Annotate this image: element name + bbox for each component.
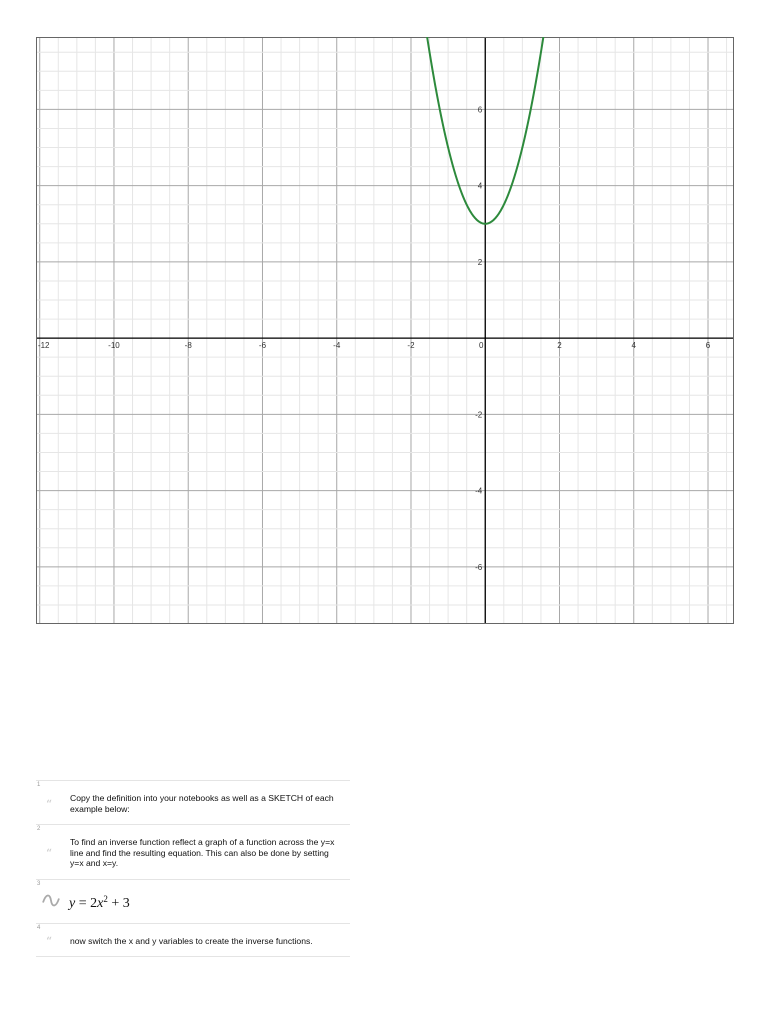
x-tick-label: 4 xyxy=(631,341,636,351)
quote-icon: “ xyxy=(45,934,53,949)
expression-number: 1 xyxy=(37,782,41,788)
expression-number: 4 xyxy=(37,924,41,931)
x-tick-label: -12 xyxy=(37,341,50,351)
expression-list xyxy=(36,780,350,957)
note-text[interactable]: Copy the definition into your notebooks as well as a SKETCH of each example below: xyxy=(70,793,334,814)
x-tick-label: -2 xyxy=(407,341,415,351)
y-tick-label: 4 xyxy=(477,181,483,191)
x-tick-label: -10 xyxy=(108,341,120,351)
expression-number: 3 xyxy=(37,880,41,887)
expression-row-3[interactable] xyxy=(36,880,350,924)
y-tick-label: 2 xyxy=(477,257,483,267)
x-tick-label: 2 xyxy=(557,341,562,351)
expression-row-4[interactable] xyxy=(36,924,350,958)
expression-number: 2 xyxy=(37,826,41,832)
x-tick-label: -4 xyxy=(333,341,341,351)
x-tick-label: -8 xyxy=(184,341,192,351)
wave-icon[interactable] xyxy=(42,892,56,911)
quote-icon: “ xyxy=(45,846,53,861)
wave-icon-glyph xyxy=(42,895,60,907)
graph-panel[interactable] xyxy=(36,37,734,624)
math-lhs: y xyxy=(69,895,76,911)
math-variable: x xyxy=(97,895,104,911)
y-tick-label: 6 xyxy=(477,105,483,115)
math-rest: + 3 xyxy=(111,895,130,911)
y-tick-label: -2 xyxy=(475,410,483,420)
x-tick-label: 6 xyxy=(705,341,711,351)
expression-row-2[interactable] xyxy=(36,825,350,880)
quote-icon: “ xyxy=(45,796,53,811)
y-tick-label: -4 xyxy=(475,486,483,496)
y-tick-label: -6 xyxy=(475,562,483,572)
note-text[interactable]: now switch the x and y variables to create the inverse functions. xyxy=(70,935,313,946)
math-exponent: 2 xyxy=(103,893,108,904)
math-coefficient: 2 xyxy=(90,895,98,911)
math-equals: = xyxy=(78,895,87,911)
x-tick-label: -6 xyxy=(258,341,267,351)
math-expression[interactable] xyxy=(69,880,350,923)
graph-border xyxy=(37,38,734,624)
note-text[interactable]: To find an inverse function reflect a graph of a function across the y=x line and find the resulting equation. This can also be done by setting y=x and x=y. xyxy=(70,837,335,868)
graph-canvas[interactable] xyxy=(36,37,734,624)
x-tick-label: 0 xyxy=(479,341,484,351)
expression-row-1[interactable] xyxy=(36,781,350,825)
